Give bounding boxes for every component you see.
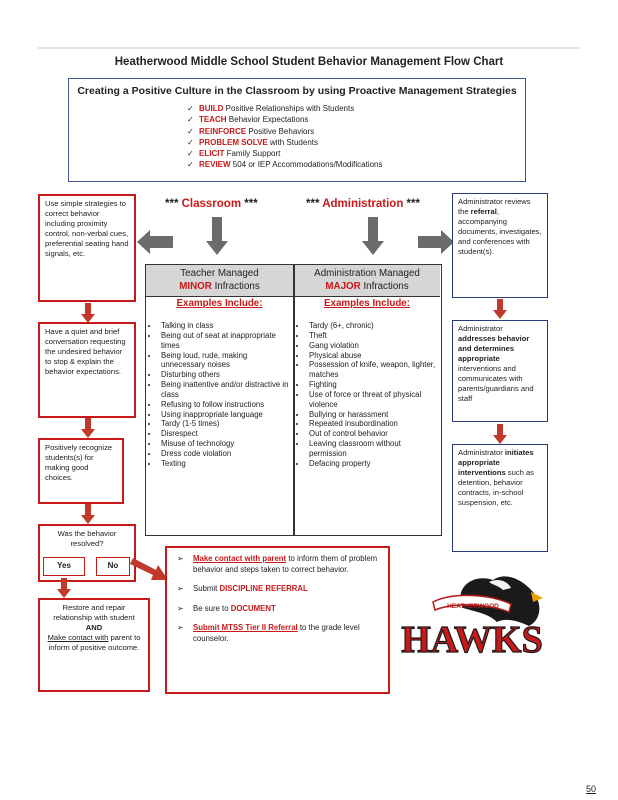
list-item: • Possession of knife, weapon, lighter, matches [307,360,439,380]
hawks-wordmark: HAWKS [401,619,543,661]
culture-item: ✓ ELICIT Family Support [187,149,281,159]
culture-item: ✓ REVIEW 504 or IEP Accommodations/Modifications [187,160,383,170]
list-item: ➢ Submit DISCIPLINE REFERRAL [177,584,308,593]
list-item: • Defacing property [307,459,439,469]
list-item: • Using inappropriate language [159,410,291,420]
positive-culture-box [68,78,526,182]
yes-option: Yes [43,557,85,576]
list-item: • Out of control behavior [307,429,439,439]
right-arrow-icon [418,230,454,254]
left-arrow-icon [137,230,173,254]
check-icon: ✓ [187,160,194,170]
list-item: • Texting [159,459,291,469]
list-item: ➢ Be sure to DOCUMENT [177,603,276,613]
admin-reviews-referral: Administrator reviews the referral, accompanying documents, investigates, and conferences with student(s). [452,193,548,298]
major-examples-label: Examples Include: [323,298,411,309]
list-item: • Misuse of technology [159,439,291,449]
page-title: Heatherwood Middle School Student Behavior Management Flow Chart [114,56,504,68]
culture-item: ✓ TEACH Behavior Expectations [187,115,309,125]
step-quiet-conversation: Have a quiet and brief conversation requesting the undesired behavior to stop & explain the behavior expectations. [38,322,136,418]
check-icon: ✓ [187,149,194,159]
minor-examples-label: Examples Include: [176,298,263,309]
check-icon: ✓ [187,104,194,113]
top-rule [38,47,580,49]
list-item: • Disrespect [159,429,291,439]
culture-item: ✓ REINFORCE Positive Behaviors [187,126,315,136]
banner-text: HEATHERWOOD [447,603,499,610]
diagonal-arrow-icon [130,558,168,586]
list-item: ➢ Make contact with parent to inform them of problem behavior and steps taken to correct behavior. [177,554,378,574]
infractions-table [145,264,442,536]
list-item: • Talking in class [159,321,291,331]
page-number: 50 [585,784,596,794]
culture-heading: Creating a Positive Culture in the Classroom by using Proactive Management Strategies [77,85,517,97]
culture-list [187,103,383,171]
hawks-logo [393,568,551,678]
step-positive-recognition: Positively recognize students(s) for making good choices. [38,438,124,504]
arrow-bullet-icon: ➢ [177,603,184,613]
admin-initiates-interventions: Administrator initiates appropriate interventions such as detention, behavior contracts, in-school suspension, etc. [452,444,548,552]
list-item: • Gang violation [307,341,439,351]
down-arrow-icon [493,299,507,319]
list-item: • Fighting [307,380,439,390]
list-item: ➢ Submit MTSS Tier II Referral to the grade level counselor. [177,623,360,643]
down-arrow-icon [81,504,95,524]
down-arrow-icon [81,418,95,438]
list-item: • Tardy (6+, chronic) [307,321,439,331]
no-option: No [96,557,130,576]
action-steps-box [165,546,390,694]
question-text: Was the behavior resolved? [57,529,117,548]
teacher-managed-header: Teacher Managed MINOR Infractions [146,265,293,297]
arrow-bullet-icon: ➢ [177,623,184,632]
check-icon: ✓ [187,115,194,125]
check-icon: ✓ [187,137,194,147]
arrow-bullet-icon: ➢ [177,554,184,563]
arrow-bullet-icon: ➢ [177,584,184,593]
list-item: • Physical abuse [307,351,439,361]
check-icon: ✓ [187,126,194,136]
list-item: • Repeated insubordination [307,419,439,429]
down-arrow-icon [57,578,71,598]
list-item: • Tardy (1-5 times) [159,419,291,429]
list-item: • Being inattentive and/or distractive in class [159,380,291,400]
down-arrow-icon [493,424,507,444]
administration-heading: *** Administration *** [306,198,420,210]
down-arrow-icon [362,217,384,255]
classroom-heading: *** Classroom *** [165,198,258,210]
list-item: • Use of force or threat of physical violence [307,390,439,410]
down-arrow-icon [81,303,95,323]
list-item: • Disturbing others [159,370,291,380]
major-infractions-list [296,321,439,469]
list-item: • Bullying or harassment [307,410,439,420]
hawk-mascot-icon [393,568,551,678]
list-item: • Being out of seat at inappropriate times [159,331,291,351]
list-item: • Leaving classroom without permission [307,439,439,459]
resolved-box: Restore and repair relationship with student AND Make contact with parent to inform of positive outcome. [38,598,150,692]
minor-infractions-list [148,321,291,469]
list-item: • Theft [307,331,439,341]
step-simple-strategies: Use simple strategies to correct behavior including proximity control, non-verbal cues, preferential seating hand signals, etc. [38,194,136,302]
admin-addresses-behavior: Administrator addresses behavior and determines appropriate interventions and communicates with parents/guardians and staff [452,320,548,422]
down-arrow-icon [206,217,228,255]
culture-item: ✓ PROBLEM SOLVE with Students [187,137,318,147]
list-item: • Being loud, rude, making unnecessary noises [159,351,291,371]
list-item: • Dress code violation [159,449,291,459]
culture-item: ✓ BUILD Positive Relationships with Students [187,104,355,113]
admin-managed-header: Administration Managed MAJOR Infractions [294,265,440,297]
list-item: • Refusing to follow instructions [159,400,291,410]
